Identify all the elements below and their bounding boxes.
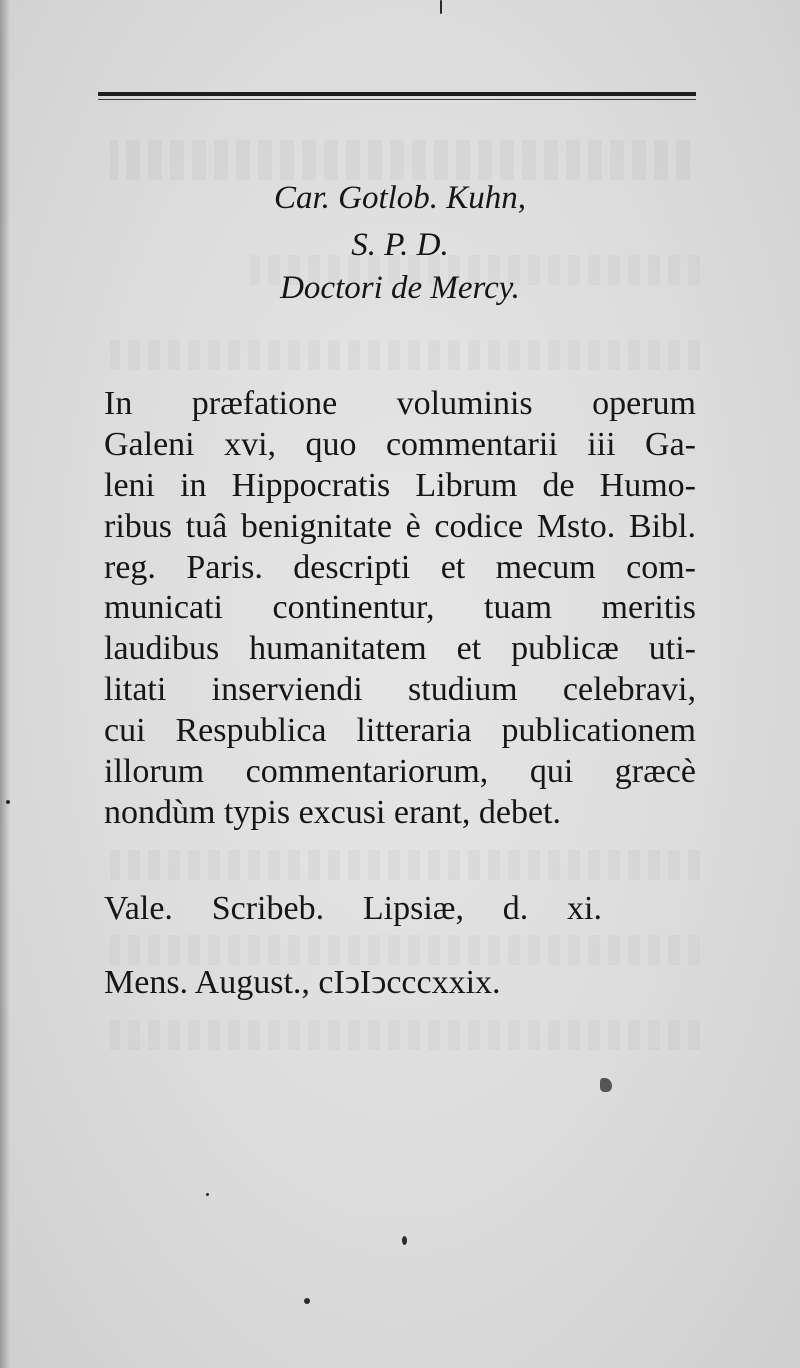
paper-speck: [6, 800, 10, 804]
body-line: litati inserviendi studium celebravi,: [104, 671, 696, 709]
body-line: ribus tuâ benignitate è codice Msto. Bibl.: [104, 507, 696, 545]
paper-speck: [304, 1298, 310, 1304]
body-line: laudibus humanitatem et publicæ uti-: [104, 630, 696, 668]
bleed-through-texture: [110, 850, 700, 880]
body-line: municati continentur, tuam meritis: [104, 589, 696, 627]
body-line: illorum commentariorum, qui græcè: [104, 753, 696, 791]
bleed-through-texture: [110, 1020, 700, 1050]
paper-speck: [600, 1078, 612, 1092]
bleed-through-texture: [110, 340, 700, 370]
bleed-through-texture: [110, 935, 700, 965]
closing-vale: Vale. Scribeb. Lipsiæ, d. xi.: [104, 890, 602, 927]
paper-speck: [206, 1193, 209, 1196]
bleed-through-texture: [110, 140, 690, 180]
header-rule-thin: [98, 99, 696, 100]
body-line: nondùm typis excusi erant, debet.: [104, 793, 562, 831]
header-author: Car. Gotlob. Kuhn,: [273, 180, 527, 216]
letter-body: [104, 384, 696, 834]
body-line: reg. Paris. descripti et mecum com-: [104, 548, 696, 586]
header-salutation: S. P. D.: [351, 227, 449, 263]
closing-date: Mens. August., cIↄIↄcccxxix.: [104, 964, 501, 1001]
body-line: cui Respublica litteraria publicationem: [104, 712, 696, 750]
header-rule-thick: [98, 92, 696, 96]
body-line: Galeni xvi, quo commentarii iii Ga-: [104, 425, 696, 463]
header-recipient: Doctori de Mercy.: [280, 270, 520, 306]
page-edge-shadow: [0, 0, 10, 1368]
paper-speck: [402, 1236, 407, 1245]
body-line: leni in Hippocratis Librum de Humo-: [104, 466, 696, 504]
paper-speck: [440, 0, 442, 14]
body-line: In præfatione voluminis operum: [104, 385, 696, 422]
